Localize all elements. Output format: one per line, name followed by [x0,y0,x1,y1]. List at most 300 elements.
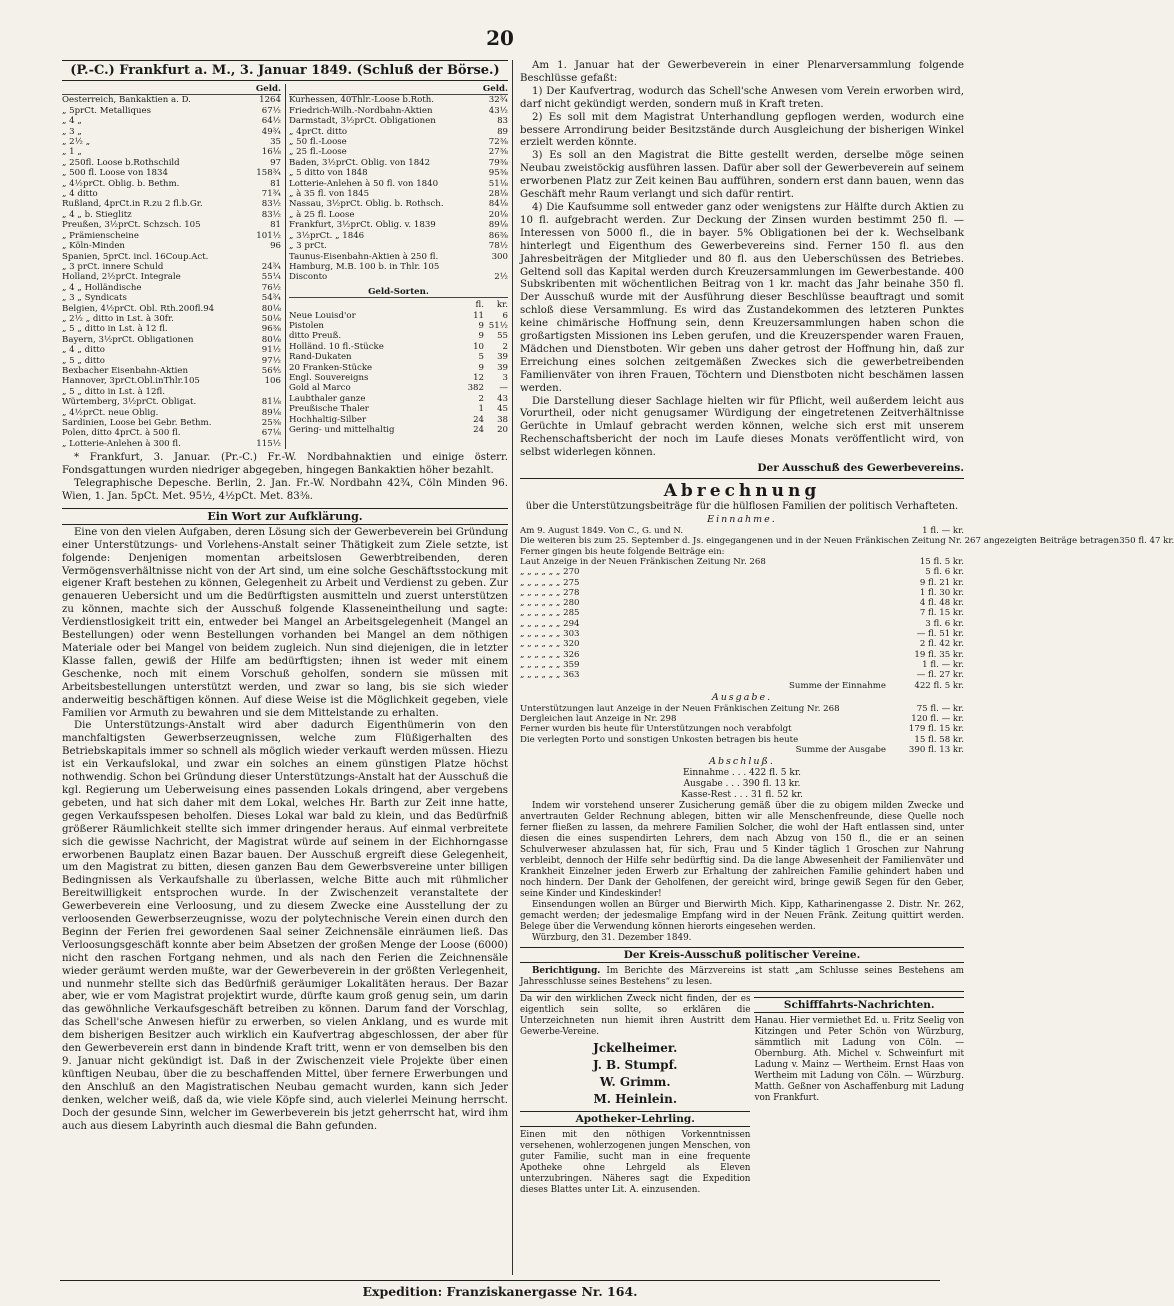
market-row [62,345,281,355]
coin-row [289,404,508,414]
article-paragraph-2: Die Unterstützungs-Anstalt wird aber dadurch Eigenthümerin von den manchfaltigsten Gewerbserzeugnissen, welche zum Flüßigerhalten des Betriebskapitals immer so schnell als möglich wieder verkauft werden müssen. Hiezu ist ein Verkaufslokal, und zwar ein solches an einem günstigen Platze höchst nothwendig. Schon bei Gründung dieser Unterstützungs-Anstalt hat der Ausschuß die kgl. Regierung um Ueberweisung eines passenden Lokals dringend, aber vergebens gebeten, und hat sich daher mit dem Lokal, welches Hr. Barth zur Zeit inne hatte, gegen Verkaufsspesen beholfen. Dieses Lokal war bald zu klein, und das Bedürfniß größerer Räumlichkeit stellte sich immer dringender heraus. Auf einmal verbreitete sich die gewisse Nachricht, der Magistrat würde auf seinem in der Eichhorngasse erworbenen Bauplatz einen Bazar bauen. Der Ausschuß ergreift diese Gelegenheit, um den Magistrat zu bitten, diesen ganzen Bau dem Gewerbsvereine unter billigen Bedingnissen als Verkaufshalle zu überlassen, welche Bitte auch mit rühmlicher Bereitwilligkeit entsprochen wurde. In der Zwischenzeit veranstaltete der Gewerbeverein eine Verloosung, und zu diesem Zwecke eine Ausstellung der zu verloosenden Gewerbserzeugnisse, wozu der polytechnische Verein einen durch den Beginn der Ferien frei gewordenen Saal seiner Zeichnensäle einräumen ließ. Das Verloosungsgeschäft konnte aber beim Absetzen der großen Menge der Loose (6000) nicht den raschen Fortgang nehmen, und als nach den Ferien die Zeichnensäle wieder geräumt werden mußte, war der Gewerbeverein in der größten Verlegenheit, und nunmehr stellte sich das Bedürfniß geräumiger Lokalitäten heraus. Der Bazar aber, wie er vom Magistrat projektirt wurde, dürfte kaum groß genug sein, um darin das gewöhnliche Verkaufsgeschäft betreiben zu können. Darum fand der Vorschlag, das Schell'sche Anwesen hiefür zu erwerben, so vielen Anklang, und es wurde mit dem bisherigen Besitzer auch wirklich ein Kaufvertrag abgeschlossen, der aber für den Gewerbeverein erst dann in bindende Kraft tritt, wenn er von demselben bis den 9. Januar nicht gekündigt ist. Daß in der Zwischenzeit viele Projekte über einen künftigen Neubau, über die zu beschaffenden Mittel, über fernere Erwerbungen und den Anschluß an den Magistratischen Neubau gemacht wurden, kann sich Jeder denken, welcher weiß, daß da, wie viele Köpfe sind, auch vielerlei Meinung herrscht. Doch der gesunde Sinn, welcher im Gewerbeverein bis jetzt geherrscht hat, wird ihm auch aus diesem Labyrinth auch diesmal die Bahn gefunden. [62,720,508,1132]
market-table [62,84,508,449]
account-row-desc: „ „ „ „ „ „ 294 [520,618,580,629]
coin-fl: 24 [473,414,484,425]
market-row-name: Spanien, 5prCt. incl. 16Coup.Act. [62,251,209,262]
resolution-2: 2) Es soll mit dem Magistrat Unterhandlung gepflogen werden, wodurch eine bessere Arrondirung beider Besitzstände durch Ausgleichung der bisherigen Winkel erzielt werden könnte. [520,111,964,149]
market-row [289,210,508,220]
market-row-name: „ 3 prCt. innere Schuld [62,261,164,272]
market-note: * Frankfurt, 3. Januar. (Pr.-C.) Fr.-W. Nordbahnaktien und einige österr. Fondsgattungen wurden niedriger abgegeben, hingegen Bankaktien höher bezahlt. [62,452,508,477]
market-row-name: „ Lotterie-Anlehen à 300 fl. [62,438,181,449]
market-row-name: „ 4 „ ditto [62,345,105,356]
market-row-name: „ 3 „ Syndicats [62,293,127,304]
bottom-right [754,994,964,1196]
income-heading: Einnahme. [707,514,777,526]
market-row-value: 28⅛ [488,189,508,200]
market-row-value: 54¾ [261,293,281,304]
expense-rows [520,704,964,755]
signer: Jckelheimer. [593,1041,678,1056]
market-row-value: 43½ [488,105,508,116]
account-row-amount: 390 fl. 13 kr. [908,745,964,756]
market-row-value: 55¼ [261,272,281,283]
coin-name: Gering- und mittelhaltig [289,425,395,435]
market-row [289,199,508,209]
market-row-name: Belgien, 4½prCt. Obl. Rth.200fl.94 [62,303,215,314]
market-row [62,418,281,428]
left-column [62,60,508,1133]
account-row-amount: 120 fl. — kr. [911,714,964,725]
market-row-value: 81 [270,178,281,189]
account-row [520,619,964,629]
market-row-name: „ 5 „ ditto [62,355,105,366]
account-row-amount: 4 fl. 48 kr. [919,598,964,609]
coin-row [289,321,508,331]
market-row [62,252,281,262]
market-row-value: 83½ [261,209,281,220]
market-row-name: „ 1 „ [62,147,82,158]
market-row [289,127,508,137]
market-row-name: Bayern, 3½prCt. Obligationen [62,334,194,345]
coin-name: Hochhaltig-Silber [289,414,367,425]
market-row-value: 50⅛ [261,313,281,324]
coin-kr: — [499,383,508,394]
account-row [520,670,964,680]
resolution-4: 4) Die Kaufsumme soll entweder ganz oder wenigstens zur Hälfte durch Aktien zu 10 fl. aufgebracht werden. Zur Deckung der Zinsen wurden bestimmt 250 fl. — Interessen von 5000 fl., die in bayer. 5% Obligationen bei der k. Wechselbank hinterlegt und Eigenthum des Gewerbevereins sind. Ferner 150 fl. aus den Jahresbeiträgen der Mitglieder und 80 fl. aus den Ueberschüssen des Betriebes. Geltend soll das Kapital werden durch Kreuzersammlungen im Gewerbestande. 400 Subskribenten mit wöchentlichen Beitrag von 1 kr. macht das Jahr beinahe 350 fl. Der Ausschuß wurde mit der Ausführung dieser Beschlüsse beauftragt und somit schloß diese Versammlung. Es wird das Zustandekommen des letzteren Punktes keine chimärische Hoffnung sein, denn Kreuzersammlungen haben schon die großartigsten Missionen ins Leben gerufen, und die Kreuzerspender waren Frauen, Mädchen und Dienstboten. Wir geben uns daher getrost der Hoffnung hin, daß zur Erreichung eines solchen zeitgemäßen Zweckes sich die gewerbetreibenden Familienväter von ihren Frauen, Töchtern und Dienstboten nicht beschämen lassen werden. [520,201,964,394]
market-table-right [285,84,508,449]
account-row-desc: Dergleichen laut Anzeige in Nr. 298 [520,714,677,725]
market-row-value: 81 [270,220,281,231]
account-row-desc: „ „ „ „ „ „ 363 [520,670,580,681]
market-row-value: 83½ [261,199,281,210]
market-row [62,189,281,199]
market-row-name: Frankfurt, 3½prCt. Oblig. v. 1839 [289,220,436,231]
market-row-name: Sardinien, Loose bei Gebr. Bethm. [62,418,212,428]
telegraph-dispatch: Telegraphische Depesche. Berlin, 2. Jan. Fr.-W. Nordbahn 42¾, Cöln Minden 96. Wien, 1. Jan. 5pCt. Met. 95½, 4½pCt. Met. 83⅜. [62,478,508,502]
market-row-value: 91½ [261,345,281,356]
account-row-amount: 1 fl. — kr. [922,659,964,670]
coin-fl: 24 [473,425,484,435]
balance-income: Einnahme . . . 422 fl. 5 kr. [682,768,802,779]
market-row-name: Baden, 3½prCt. Oblig. von 1842 [289,157,431,168]
coin-row [289,394,508,404]
market-row-value: 67⅛ [261,428,281,439]
account-row-amount: 75 fl. — kr. [916,703,964,714]
balance-rest: Kasse-Rest . . . 31 fl. 52 kr. [680,790,804,801]
account-row [520,650,964,660]
expedition-footer: Expedition: Franziskanergasse Nr. 164. [60,1280,940,1299]
market-row [62,231,281,241]
market-row-value: 71¾ [261,189,281,200]
market-row-value: 115½ [256,438,281,449]
market-row-value: 51⅛ [488,178,508,189]
market-row-name: Nassau, 3½prCt. Oblig. b. Rothsch. [289,199,444,210]
market-row-value: 158¾ [256,168,281,179]
account-row-desc: „ „ „ „ „ „ 270 [520,567,580,578]
market-row [62,397,281,407]
coin-name: Laubthaler ganze [289,393,366,404]
market-row-value: 56⅘ [261,365,281,376]
coin-row [289,383,508,393]
correction-text: Im Berichte des Märzvereins ist statt „am Schlusse seines Bestehens am Jahresschlusse seines Bestehens“ zu lesen. [520,966,965,988]
coin-kr: 39 [497,362,508,373]
account-row-desc: Unterstützungen laut Anzeige in der Neuen Fränkischen Zeitung Nr. 268 [520,703,840,714]
coin-fl: 382 [467,383,484,394]
resolution-signature: Der Ausschuß des Gewerbevereins. [757,462,964,475]
coin-name: Holländ. 10 fl.-Stücke [289,341,384,352]
account-row-desc: „ „ „ „ „ „ 320 [520,639,580,650]
account-row-desc: „ „ „ „ „ „ 326 [520,649,580,660]
market-row-value [253,252,281,262]
market-row-name: Friedrich-Wilh.-Nordbahn-Aktien [289,105,433,116]
account-row-amount: 9 fl. 21 kr. [919,577,964,588]
account-row-amount: 15 fl. 58 kr. [914,734,964,745]
account-row-desc: Summe der Ausgabe [795,745,886,756]
market-report-title: (P.-C.) Frankfurt a. M., 3. Januar 1849. (Schluß der Börse.) [62,60,508,81]
coin-name: Preußische Thaler [289,404,369,415]
coin-kr: 45 [497,404,508,415]
market-row-name: Lotterie-Anlehen à 50 fl. von 1840 [289,178,439,189]
market-row-name: Darmstadt, 3½prCt. Obligationen [289,116,436,127]
account-row-desc: Ferner gingen bis heute folgende Beiträge ein: [520,546,725,557]
coin-row [289,352,508,362]
market-row [62,127,281,137]
account-row [520,526,964,536]
shipping-text: Hanau. Hier vermiethet Ed. u. Fritz Seelig von Kitzingen und Peter Schön von Würzburg, sämmtlich mit Ladung von Cöln. — Obernburg. Ath. Michel v. Schweinfurt mit Ladung v. Mainz — Wertheim. Ernst Haas von Wertheim mit Ladung von Cöln. — Würzburg. Matth. Geßner von Aschaffenburg mit Ladung von Frankfurt. [754,1016,964,1104]
market-row [289,179,508,189]
coin-name: Pistolen [289,320,324,331]
market-row-value: 84⅛ [488,199,508,210]
account-place-date: Würzburg, den 31. Dezember 1849. [532,933,692,944]
market-row-value: 86⅜ [488,230,508,241]
market-geld-header: Geld. [62,84,281,95]
market-row-name: „ 5prCt. Metalliques [62,105,151,116]
market-row-name: Oesterreich, Bankaktien a. D. [62,95,191,106]
market-row [62,137,281,147]
account-row [520,724,964,734]
market-row-value: 97½ [261,355,281,366]
market-row [289,189,508,199]
bottom-left [520,994,750,1196]
market-row-value: 49¾ [261,126,281,137]
resolution-1: 1) Der Kaufvertrag, wodurch das Schell'sche Anwesen vom Verein erworben wird, darf nicht gekündigt werden, sondern muß in Kraft treten. [520,85,964,110]
market-row-value: 72⅜ [488,137,508,148]
balance-heading: Abschluß. [709,756,775,768]
market-row-value: 95⅜ [488,168,508,179]
market-row-value: 16⅛ [261,147,281,158]
market-row [62,158,281,168]
market-row-value: 24¾ [261,261,281,272]
market-row [62,179,281,189]
market-row-value [253,387,281,397]
market-row-name: „ Prämienscheine [62,230,139,241]
bottom-notices [520,991,964,1196]
coin-row [289,342,508,352]
market-row-value: 64½ [261,116,281,127]
market-row [62,356,281,366]
coin-kr: 39 [497,352,508,363]
market-row [62,439,281,449]
account-row-desc: „ „ „ „ „ „ 275 [520,577,580,588]
market-row-name: „ 250fl. Loose b.Rothschild [62,157,180,168]
market-row-value: 96⅜ [261,324,281,335]
market-row-name: Taunus-Eisenbahn-Aktien à 250 fl. [289,251,439,262]
coin-name: Engl. Souvereigns [289,372,369,383]
market-row-name: „ 2½ „ ditto in Lst. à 30fr. [62,313,174,324]
market-row [62,428,281,438]
apprentice-text: Einen mit den nöthigen Vorkenntnissen versehenen, wohlerzogenen jungen Menschen, von guter Familie, sucht man in eine frequente Apotheke ohne Lehrgeld als Eleven unterzubringen. Näheres sagt die Expedition dieses Blattes unter Lit. A. einzusenden. [520,1130,751,1196]
account-row-desc: Am 9. August 1849. Von C., G. und N. [520,526,684,537]
market-row-name: „ 4½prCt. neue Oblig. [62,407,159,418]
market-row-value: 89 [497,126,508,137]
account-row [520,735,964,745]
market-row-name: „ 4 „ [62,116,82,127]
market-row-name: „ 4 „ b. Stieglitz [62,209,132,220]
account-row [520,660,964,670]
market-row-value: 80⅛ [261,334,281,345]
market-row-value: 89⅛ [488,220,508,231]
market-row-name: „ 4½prCt. Oblig. b. Bethm. [62,178,180,189]
market-row-value: 106 [264,376,281,387]
market-row-value: 25⅜ [261,418,281,428]
account-row-desc: „ „ „ „ „ „ 278 [520,587,580,598]
coin-row [289,373,508,383]
market-row-value: 300 [491,251,508,262]
market-row-value: 89⅛ [261,407,281,418]
account-row-amount [886,547,964,557]
coin-kr: 43 [497,393,508,404]
market-row [289,95,508,105]
market-row [289,220,508,230]
coin-fl: 5 [478,352,484,363]
market-row-value: 2½ [494,272,508,283]
coin-fl: 1 [478,404,484,415]
market-row-value: 27⅜ [488,147,508,158]
account-row-desc: „ „ „ „ „ „ 280 [520,598,580,609]
coin-name: 20 Franken-Stücke [289,362,373,373]
shipping-title: Schifffahrts-Nachrichten. [754,997,964,1013]
article-paragraph-1: Eine von den vielen Aufgaben, deren Lösung sich der Gewerbeverein bei Gründung einer Unterstützungs- und Vorlehens-Anstalt seiner Thätigkeit zum Ziele setzte, ist folgende: Denjenigen momentan arbeitslosen Gewerbtreibenden, deren Vermögensverhältnisse nicht von der Art sind, um eine solche Geschäftsstockung mit eigener Kraft bestehen zu können, Gelegenheit zu Arbeit und Verdienst zu geben. Zur genaueren Uebersicht und um die Bedürftigsten ausmitteln und zuerst unterstützen zu können, machte sich der Ausschuß folgende Klasseneintheilung und sagte: Verdienstlosigkeit tritt ein, entweder bei Mangel an Arbeitsgelegenheit (Mangel an Bestellungen) oder wenn Bestellungen vorhanden bei Mangel an dem nöthigen Materiale oder bei Mangel von beidem zugleich. Nun sind diejenigen, die in letzter Klasse fallen, gewiß der Hilfe am bedürftigsten; ihnen ist weder mit einem Geschenke, noch mit einem Vorschuß geholfen, sondern sie müssen mit Arbeitsbestellungen unterstützt werden, und zwar so lang, bis sie sich wieder anderweitig beschäftigen können. Auf diese Weise ist die Möglichkeit gegeben, viele Familien vor Armuth zu bewahren und sie dem Mittelstande zu erhalten. [62,526,508,719]
market-row [289,252,508,262]
account-row [520,588,964,598]
account-row [520,557,964,567]
coins-rows [289,311,508,436]
account-row-desc: Die weiteren bis zum 25. September d. Js. eingegangenen und in der Neuen Fränkischen Zeitung Nr. 267 angezeigten Beiträge betragen [520,536,1120,547]
account-row-desc: Ferner wurden bis heute für Unterstützungen noch verabfolgt [520,724,792,735]
market-table-left [62,84,281,449]
coin-kr: 2 [502,341,508,352]
correction-title: Berichtigung. [532,966,601,977]
account-sum-row [520,745,964,755]
coin-kr: 38 [497,414,508,425]
coin-fl: 10 [473,341,484,352]
coin-name: Neue Louisd'or [289,310,356,321]
market-row [62,366,281,376]
market-row-value: 35 [270,137,281,148]
market-row-name: „ 5 ditto von 1848 [289,168,368,179]
market-row [62,241,281,251]
withdrawal-signers [520,1040,750,1108]
market-row-value: 81⅛ [261,397,281,408]
income-rows [520,526,1174,691]
market-row [62,272,281,282]
account-note-2: Einsendungen wollen an Bürger und Bierwirth Mich. Kipp, Katharinengasse 2. Distr. Nr. 262, gemacht werden; der jedesmalige Empfang wird in der Neuen Fränk. Zeitung quittirt werden. Belege über die Verwendung können hierorts eingesehen werden. [520,900,964,933]
account-row-amount: 15 fl. 5 kr. [919,556,964,567]
market-row [62,408,281,418]
coin-row [289,415,508,425]
market-row-value: 97 [270,157,281,168]
market-row-name: „ Köln-Minden [62,241,125,252]
account-row-amount: — fl. 51 kr. [916,629,964,640]
coin-kr: 51½ [488,320,508,331]
coin-kr: 55 [497,331,508,342]
market-row-name: Disconto [289,272,328,283]
account-subtitle: über die Unterstützungsbeiträge für die hülflosen Familien der politisch Verhafteten. [525,501,959,513]
coin-row [289,311,508,321]
coin-fl: 9 [478,331,484,342]
market-row [62,335,281,345]
account-signature: Der Kreis-Ausschuß politischer Vereine. [520,947,964,963]
signer: W. Grimm. [599,1075,671,1090]
account-row-desc: Laut Anzeige in der Neuen Fränkischen Zeitung Nr. 268 [520,556,766,567]
market-row [289,272,508,282]
coin-kr: 20 [497,425,508,435]
account-row-desc: „ „ „ „ „ „ 303 [520,629,580,640]
account-row [520,629,964,639]
account-row-amount: 179 fl. 15 kr. [908,724,964,735]
market-row [289,231,508,241]
coins-head-fl: fl. [475,300,484,311]
coins-header-row [289,300,508,310]
correction-block [520,966,964,988]
market-row [62,283,281,293]
market-row-value [480,262,508,272]
coin-row [289,331,508,341]
account-row [520,567,964,577]
market-row-value: 80⅛ [261,303,281,314]
coin-fl: 12 [473,372,484,383]
market-row-name: „ 3 prCt. [289,241,327,252]
coin-fl: 9 [478,320,484,331]
signer: J. B. Stumpf. [592,1058,678,1073]
market-geld-header-right: Geld. [289,84,508,95]
account-row-amount: 2 fl. 42 kr. [919,639,964,650]
market-row [62,262,281,272]
market-row-name: „ 3 „ [62,126,82,137]
market-row-name: Polen, ditto 4prCt. à 500 fl. [62,428,181,439]
account-row-amount: 1 fl. 30 kr. [919,587,964,598]
market-row [62,210,281,220]
account-row [520,608,964,618]
market-right-rows [289,95,508,282]
resolution-intro: Am 1. Januar hat der Gewerbeverein in einer Plenarversammlung folgende Beschlüsse gefaßt: [520,60,964,84]
coin-name: ditto Preuß. [289,331,342,342]
market-row-value: 32¾ [488,95,508,106]
account-row-amount: — fl. 27 kr. [916,670,964,681]
account-row [520,578,964,588]
coin-name: Rand-Dukaten [289,352,352,363]
market-row [62,220,281,230]
account-note: Indem wir vorstehend unserer Zusicherung gemäß über die zu obigem milden Zwecke und anvertrauten Gelder Rechnung ablegen, bitten wir alle Menschenfreunde, diese Quelle noch ferner fließen zu lassen, da mehrere Familien Solcher, die wohl der Haft entlassen sind, unter diesen die eines suspendirten Lehrers, dem nach Abzug von 150 fl., die er an seinen Schulverweser abzulassen hat, für sich, Frau und 5 Kinder täglich 1 Groschen zur Nahrung verbleibt, dennoch der Hilfe sehr bedürftig sind. Da die lange Abwesenheit der Familienväter und Krankheit Einzelner jeden Erwerb zur Erhaltung der zahlreichen Familie gehindert haben und noch hindern. Der Dank der Geholfenen, der gereicht wird, bringe gewiß Segen für den Geber, seine Kinder und Kindeskinder! [520,801,964,900]
market-row [62,314,281,324]
coin-fl: 11 [473,310,484,321]
account-row-desc: Die verlegten Porto und sonstigen Unkosten betragen bis heute [520,734,799,745]
account-row-amount: 3 fl. 6 kr. [925,618,964,629]
expense-heading: Ausgabe. [711,691,773,703]
market-row [62,147,281,157]
balance-expense: Ausgabe . . . 390 fl. 13 kr. [683,779,801,790]
market-row [289,116,508,126]
market-row-name: „ 500 fl. Loose von 1834 [62,168,168,179]
market-left-rows [62,95,281,449]
market-row-name: Rußland, 4prCt.in R.zu 2 fl.b.Gr. [62,199,203,210]
market-row [289,137,508,147]
account-row [520,536,1174,547]
market-row [289,147,508,157]
account-row-amount: 1 fl. — kr. [922,526,964,537]
coins-head-kr: kr. [496,300,508,311]
page-number: 20 [486,26,514,50]
market-row [62,376,281,386]
market-row-value: 76½ [261,282,281,293]
account-title: Abrechnung [520,478,964,501]
market-row [289,106,508,116]
resolution-closing: Die Darstellung dieser Sachlage hielten wir für Pflicht, weil außerdem leicht aus Vorurtheil, oder nicht genugsamer Würdigung der eingetretenen Zeitverhältnisse Gerüchte in Umlauf gebracht werden können, welche sich erst mit unserem Rechenschaftsbericht der noch im Laufe dieses Monats veröffentlicht wird, von selbst widerlegen können. [520,395,964,459]
account-row-amount: 19 fl. 35 kr. [914,649,964,660]
market-row-name: Hamburg, M.B. 100 b. in Thlr. 105 [289,261,440,272]
market-row-name: „ 2½ „ [62,137,91,148]
market-row-value: 67½ [261,105,281,116]
market-row [62,199,281,209]
market-row-value: 96 [270,241,281,252]
market-row-name: Bexbacher Eisenbahn-Aktien [62,365,189,376]
market-row-name: Kurhessen, 40Thlr.-Loose b.Roth. [289,95,435,106]
right-column [520,60,1174,1196]
market-row [62,106,281,116]
coin-row [289,425,508,435]
market-row [62,95,281,105]
coin-name: Gold al Marco [289,383,351,394]
account-row [520,547,964,557]
account-row-desc: „ „ „ „ „ „ 359 [520,659,580,670]
account-row [520,639,964,649]
market-row-name: „ 4prCt. ditto [289,126,348,137]
market-row-value: 79⅜ [488,157,508,168]
market-row-name: „ 4 „ Holländische [62,282,142,293]
market-row-name: Preußen, 3½prCt. Schzsch. 105 [62,220,201,231]
market-row [62,116,281,126]
account-row-amount: 350 fl. 47 kr. [1119,536,1174,547]
market-row-name: „ 25 fl.-Loose [289,147,347,158]
market-row-value: 83 [497,116,508,127]
market-row [289,241,508,251]
account-row-amount: 422 fl. 5 kr. [914,680,964,691]
market-row-name: „ à 25 fl. Loose [289,209,355,220]
account-row-amount: 5 fl. 6 kr. [925,567,964,578]
market-row-name: Holland, 2½prCt. Integrale [62,272,181,283]
market-row-value: 101½ [256,230,281,241]
coin-row [289,363,508,373]
market-row [62,168,281,178]
coin-kr: 6 [502,310,508,321]
account-row-amount: 7 fl. 15 kr. [919,608,964,619]
resolution-3: 3) Es soll an den Magistrat die Bitte gestellt werden, derselbe möge seinen Neubau zweistöckig ausführen lassen. Dafür aber soll der Gewerbeverein auf seinem erworbenen Platz zur Zeit keinen Bau aufführen, sondern erst dann bauen, wenn das Geschäft mehr Raum verlangt und sich dafür rentirt. [520,150,964,201]
withdrawal-notice: Da wir den wirklichen Zweck nicht finden, der es eigentlich sein sollte, so erklären die Unterzeichneten nun hiemit ihren Austritt dem Gewerbe-Vereine. [520,994,751,1038]
market-row-name: „ 5 „ ditto in Lst. à 12 fl. [62,324,168,335]
coins-title: Geld-Sorten. [289,287,508,298]
market-row-name: „ 5 „ ditto in Lst. à 12fl. [62,386,165,397]
market-row-name: „ 4 ditto [62,189,98,200]
market-row-name: „ 3½prCt. „ 1846 [289,230,365,241]
